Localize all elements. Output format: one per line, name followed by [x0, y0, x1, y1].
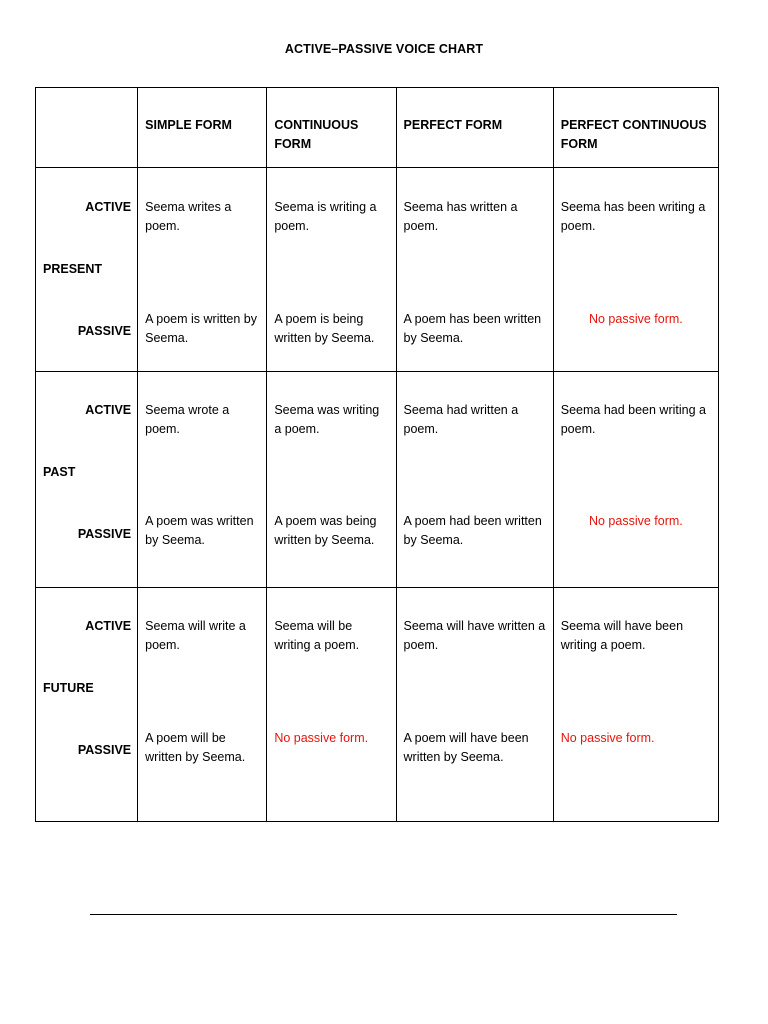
passive-sentence: A poem will have been written by Seema.: [403, 731, 529, 764]
cell-past-perfect-continuous: [553, 372, 718, 588]
tense-row-past: [36, 372, 719, 588]
tense-label: FUTURE: [43, 681, 94, 695]
header-continuous-form: CONTINUOUS FORM: [267, 88, 396, 168]
active-sentence: Seema has written a poem.: [403, 200, 518, 233]
chart-title: ACTIVE–PASSIVE VOICE CHART: [284, 42, 484, 56]
active-label: ACTIVE: [85, 619, 132, 633]
row-label-cell: [36, 168, 138, 372]
cell-present-continuous: [267, 168, 396, 372]
header-simple-form: SIMPLE FORM: [138, 88, 267, 168]
passive-label: PASSIVE: [77, 324, 132, 338]
passive-sentence: A poem was being written by Seema.: [274, 514, 377, 547]
cell-future-perfect-continuous: [553, 588, 718, 822]
no-passive-note: No passive form.: [588, 312, 683, 326]
passive-sentence: A poem had been written by Seema.: [403, 514, 542, 547]
passive-label: PASSIVE: [77, 743, 132, 757]
row-label-cell: [36, 588, 138, 822]
corner-cell: [36, 88, 138, 168]
header-row: [36, 88, 719, 168]
cell-present-simple: [138, 168, 267, 372]
passive-sentence: A poem will be written by Seema.: [145, 731, 246, 764]
active-sentence: Seema will have written a poem.: [403, 619, 546, 652]
active-sentence: Seema writes a poem.: [145, 200, 232, 233]
passive-sentence: A poem has been written by Seema.: [403, 312, 542, 345]
footer-rule: [90, 914, 677, 915]
cell-past-perfect: [396, 372, 553, 588]
passive-sentence: A poem was written by Seema.: [145, 514, 254, 547]
active-sentence: Seema had been writing a poem.: [560, 403, 706, 436]
active-sentence: Seema will write a poem.: [145, 619, 246, 652]
no-passive-note: No passive form.: [274, 731, 369, 745]
tense-row-future: [36, 588, 719, 822]
passive-sentence: A poem is written by Seema.: [145, 312, 257, 345]
active-sentence: Seema will have been writing a poem.: [560, 619, 684, 652]
cell-present-perfect-continuous: [553, 168, 718, 372]
active-sentence: Seema is writing a poem.: [274, 200, 377, 233]
row-label-cell: [36, 372, 138, 588]
voice-chart-table: [35, 87, 719, 822]
header-perfect-continuous-form: PERFECT CONTINUOUS FORM: [553, 88, 718, 168]
cell-future-continuous: [267, 588, 396, 822]
no-passive-note: No passive form.: [560, 731, 655, 745]
active-sentence: Seema had written a poem.: [403, 403, 519, 436]
active-sentence: Seema has been writing a poem.: [560, 200, 706, 233]
active-sentence: Seema wrote a poem.: [145, 403, 230, 436]
cell-future-perfect: [396, 588, 553, 822]
active-label: ACTIVE: [85, 403, 132, 417]
active-label: ACTIVE: [85, 200, 132, 214]
tense-row-present: [36, 168, 719, 372]
passive-label: PASSIVE: [77, 527, 132, 541]
active-sentence: Seema will be writing a poem.: [274, 619, 360, 652]
cell-past-continuous: [267, 372, 396, 588]
passive-sentence: A poem is being written by Seema.: [274, 312, 375, 345]
cell-present-perfect: [396, 168, 553, 372]
tense-label: PRESENT: [43, 262, 103, 276]
cell-past-simple: [138, 372, 267, 588]
header-perfect-form: PERFECT FORM: [396, 88, 553, 168]
no-passive-note: No passive form.: [588, 514, 683, 528]
active-sentence: Seema was writing a poem.: [274, 403, 380, 436]
cell-future-simple: [138, 588, 267, 822]
tense-label: PAST: [43, 465, 76, 479]
